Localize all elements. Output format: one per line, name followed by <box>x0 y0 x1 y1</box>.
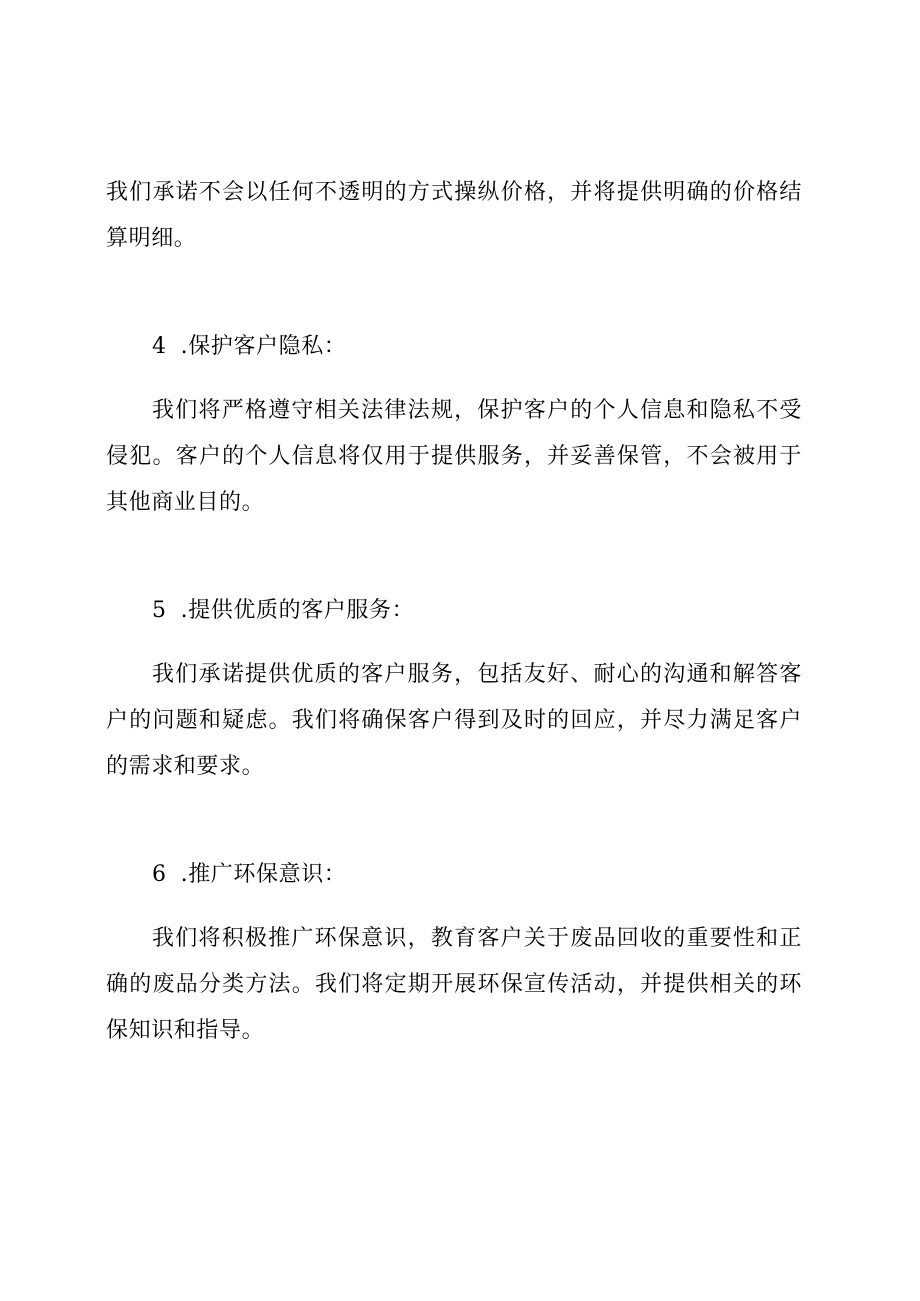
intro-paragraph: 我们承诺不会以任何不透明的方式操纵价格，并将提供明确的价格结算明细。 <box>106 180 802 251</box>
section-number: 6 <box>152 862 167 887</box>
section-body: 我们承诺提供优质的客户服务，包括友好、耐心的沟通和解答客户的问题和疑虑。我们将确保客户得到及时的回应，并尽力满足客户的需求和要求。 <box>106 662 802 779</box>
section-heading <box>106 588 802 634</box>
section-5 <box>106 588 802 790</box>
section-number: 5 <box>152 598 167 623</box>
spacer <box>106 370 802 388</box>
spacer <box>106 898 802 916</box>
section-title: .保护客户隐私： <box>180 334 347 359</box>
spacer <box>106 634 802 652</box>
section-body: 我们将严格遵守相关法律法规，保护客户的个人信息和隐私不受侵犯。客户的个人信息将仅用于提供服务，并妥善保管，不会被用于其他商业目的。 <box>106 398 802 515</box>
section-6 <box>106 852 802 1054</box>
section-heading <box>106 324 802 370</box>
section-heading <box>106 852 802 898</box>
spacer <box>106 790 802 852</box>
section-body: 我们将积极推广环保意识，教育客户关于废品回收的重要性和正确的废品分类方法。我们将定期开展环保宣传活动，并提供相关的环保知识和指导。 <box>106 926 802 1043</box>
section-title: .推广环保意识： <box>180 862 347 887</box>
spacer <box>106 262 802 324</box>
section-number: 4 <box>152 334 167 359</box>
section-title: .提供优质的客户服务： <box>180 598 415 623</box>
section-4 <box>106 324 802 526</box>
spacer <box>106 526 802 588</box>
